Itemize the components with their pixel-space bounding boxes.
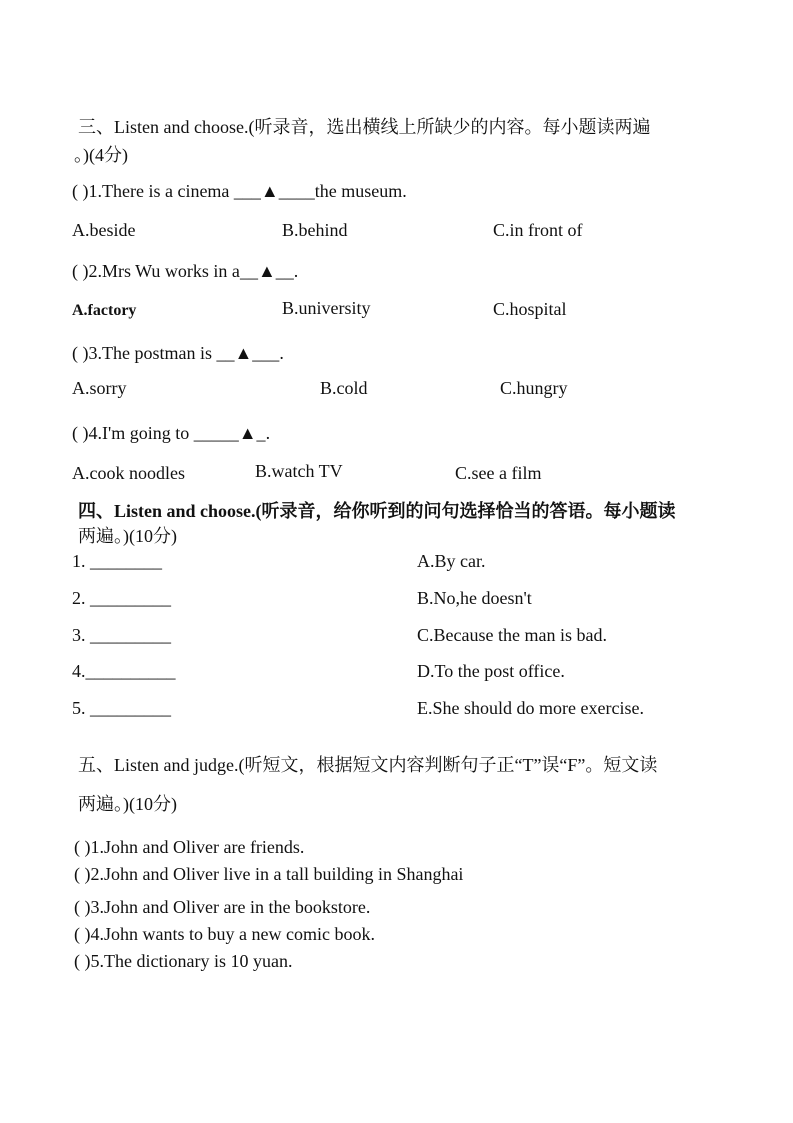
q4-option-b[interactable]: B.watch TV bbox=[255, 461, 343, 481]
q4-option-c[interactable]: C.see a film bbox=[455, 463, 542, 483]
question-3-tail: . bbox=[279, 343, 284, 363]
q2-option-c[interactable]: C.hospital bbox=[493, 299, 567, 319]
question-1-stem: ( )1.There is a cinema bbox=[72, 181, 234, 201]
question-3 bbox=[72, 344, 284, 362]
s4-answer-e: E.She should do more exercise. bbox=[417, 698, 644, 718]
question-4 bbox=[72, 424, 270, 442]
s4-blank-2[interactable]: 2. _________ bbox=[72, 588, 171, 608]
section5-title-line2: 两遍。)(10分) bbox=[78, 794, 177, 814]
question-2 bbox=[72, 262, 298, 280]
q1-option-c[interactable]: C.in front of bbox=[493, 220, 583, 240]
q3-option-c[interactable]: C.hungry bbox=[500, 378, 568, 398]
s4-answer-b: B.No,he doesn't bbox=[417, 588, 532, 608]
question-4-tail: . bbox=[265, 423, 271, 443]
q3-option-a[interactable]: A.sorry bbox=[72, 378, 127, 398]
q1-option-b[interactable]: B.behind bbox=[282, 220, 348, 240]
q4-option-a[interactable]: A.cook noodles bbox=[72, 463, 185, 483]
section4-title-line1: 四、Listen and choose.(听录音，给你听到的问句选择恰当的答语。每小题读 bbox=[78, 501, 676, 521]
s5-item-4: ( )4.John wants to buy a new comic book. bbox=[74, 924, 375, 944]
s4-answer-d: D.To the post office. bbox=[417, 661, 565, 681]
question-1-blank[interactable]: ___▲____ bbox=[233, 181, 315, 201]
q1-option-a[interactable]: A.beside bbox=[72, 220, 136, 240]
question-3-blank[interactable]: __▲___ bbox=[216, 343, 280, 363]
s5-item-5: ( )5.The dictionary is 10 yuan. bbox=[74, 951, 293, 971]
section4-title-line2: 两遍。)(10分) bbox=[78, 526, 177, 546]
q3-option-b[interactable]: B.cold bbox=[320, 378, 368, 398]
s5-item-3: ( )3.John and Oliver are in the bookstore. bbox=[74, 897, 371, 917]
q2-option-b[interactable]: B.university bbox=[282, 298, 371, 318]
question-4-stem: ( )4.I'm going to bbox=[72, 423, 194, 443]
question-2-tail: . bbox=[293, 261, 299, 281]
s5-item-1: ( )1.John and Oliver are friends. bbox=[74, 837, 305, 857]
s4-blank-5[interactable]: 5. _________ bbox=[72, 698, 171, 718]
question-2-stem: ( )2.Mrs Wu works in a bbox=[72, 261, 240, 281]
question-3-stem: ( )3.The postman is bbox=[72, 343, 217, 363]
question-4-blank[interactable]: _____▲_ bbox=[193, 423, 266, 443]
s4-answer-a: A.By car. bbox=[417, 551, 486, 571]
s4-answer-c: C.Because the man is bad. bbox=[417, 625, 607, 645]
section3-title-line1: 三、Listen and choose.(听录音，选出横线上所缺少的内容。每小题读两遍 bbox=[78, 117, 651, 137]
question-1 bbox=[72, 182, 407, 200]
s4-blank-1[interactable]: 1. ________ bbox=[72, 551, 162, 571]
s4-blank-3[interactable]: 3. _________ bbox=[72, 625, 171, 645]
s5-item-2: ( )2.John and Oliver live in a tall building in Shanghai bbox=[74, 864, 464, 884]
section5-title-line1: 五、Listen and judge.(听短文，根据短文内容判断句子正“T”误“F”。短文读 bbox=[78, 755, 658, 775]
question-1-tail: the museum. bbox=[314, 181, 407, 201]
s4-blank-4[interactable]: 4.__________ bbox=[72, 661, 176, 681]
q2-option-a[interactable]: A.factory bbox=[72, 302, 137, 319]
question-2-blank[interactable]: __▲__ bbox=[239, 261, 294, 281]
section3-title-line2: 。)(4分) bbox=[74, 145, 128, 165]
